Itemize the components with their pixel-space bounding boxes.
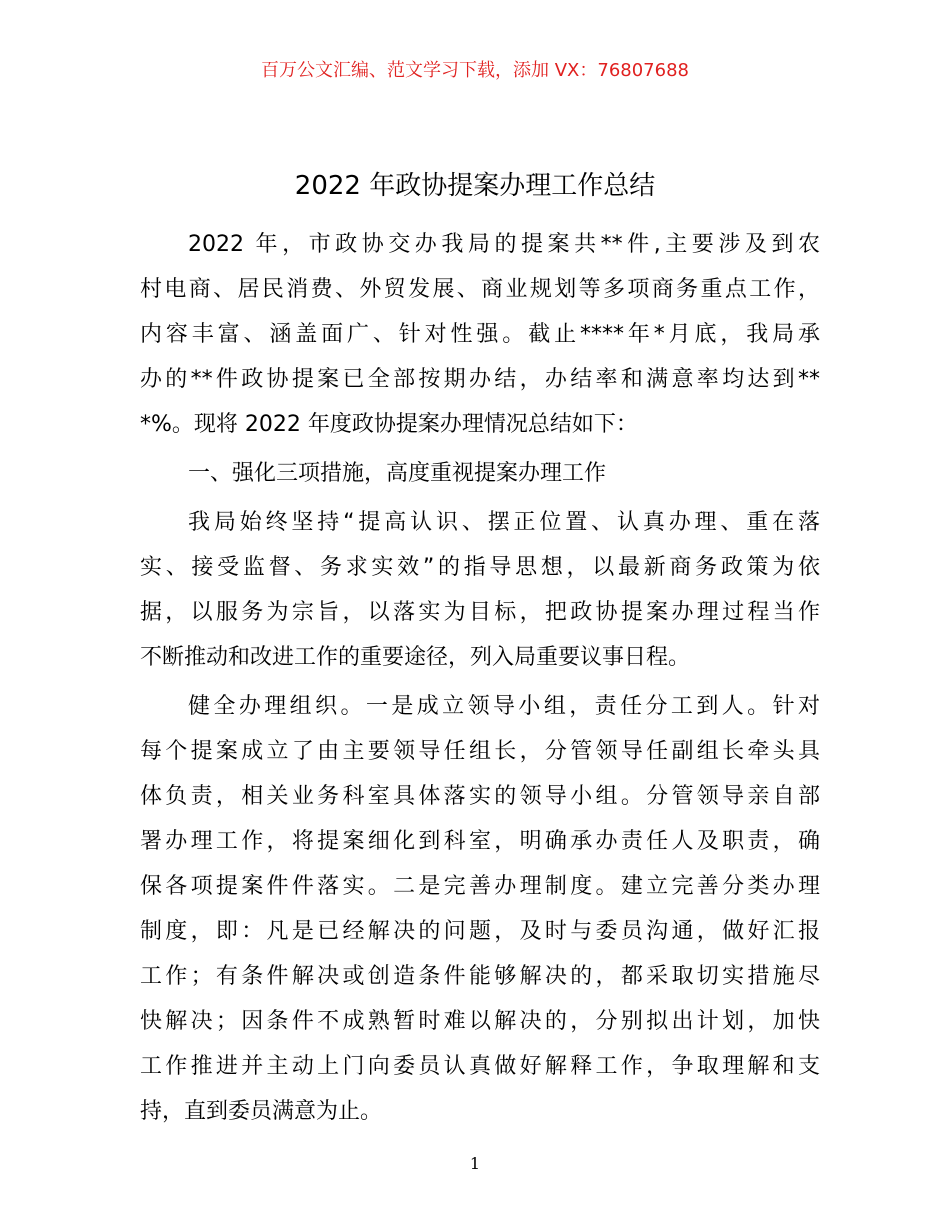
- paragraph-line: 健全办理组织。一是成立领导小组，责任分工到人。针对: [188, 694, 820, 719]
- paragraph-intro: [140, 222, 820, 447]
- paragraph-line: 保各项提案件件落实。二是完善办理制度。建立完善分类办理: [140, 874, 820, 899]
- document-body: [140, 222, 820, 1134]
- paragraph-line: 每个提案成立了由主要领导任组长，分管领导任副组长牵头具: [140, 739, 820, 764]
- page-number: 1: [469, 1154, 481, 1173]
- paragraph-line: 工作推进并主动上门向委员认真做好解释工作，争取理解和支: [140, 1054, 820, 1079]
- paragraph-line: 持，直到委员满意为止。: [140, 1099, 383, 1124]
- paragraph-line: 制度，即：凡是已经解决的问题，及时与委员沟通，做好汇报: [140, 919, 820, 944]
- section-heading-line: 一、强化三项措施，高度重视提案办理工作: [188, 461, 607, 486]
- paragraph-line: 我局始终坚持“提高认识、摆正位置、认真办理、重在落: [188, 510, 820, 535]
- section-heading: [140, 451, 820, 496]
- paragraph-line: 村电商、居民消费、外贸发展、商业规划等多项商务重点工作，: [140, 277, 820, 302]
- document-title: 2022 年政协提案办理工作总结: [294, 171, 656, 201]
- paragraph-line: 2022 年，市政协交办我局的提案共**件,主要涉及到农: [188, 232, 820, 257]
- paragraph-line: 快解决；因条件不成熟暂时难以解决的，分别拟出计划，加快: [140, 1009, 820, 1034]
- paragraph-line: 工作；有条件解决或创造条件能够解决的，都采取切实措施尽: [140, 964, 820, 989]
- paragraph-guiding-principle: [140, 500, 820, 680]
- paragraph-line: 不断推动和改进工作的重要途径，列入局重要议事日程。: [140, 645, 691, 670]
- paragraph-line: *%。现将 2022 年度政协提案办理情况总结如下：: [140, 412, 638, 437]
- paragraph-line: 体负责，相关业务科室具体落实的领导小组。分管领导亲自部: [140, 784, 820, 809]
- paragraph-line: 实、接受监督、务求实效”的指导思想，以最新商务政策为依: [140, 555, 820, 580]
- paragraph-organization: [140, 684, 820, 1134]
- paragraph-line: 办的**件政协提案已全部按期办结，办结率和满意率均达到**: [140, 367, 820, 392]
- paragraph-line: 据，以服务为宗旨，以落实为目标，把政协提案办理过程当作: [140, 600, 820, 625]
- watermark-header: 百万公文汇编、范文学习下载，添加 VX：76807688: [261, 60, 689, 81]
- paragraph-line: 署办理工作，将提案细化到科室，明确承办责任人及职责，确: [140, 829, 820, 854]
- paragraph-line: 内容丰富、涵盖面广、针对性强。截止****年*月底，我局承: [140, 322, 820, 347]
